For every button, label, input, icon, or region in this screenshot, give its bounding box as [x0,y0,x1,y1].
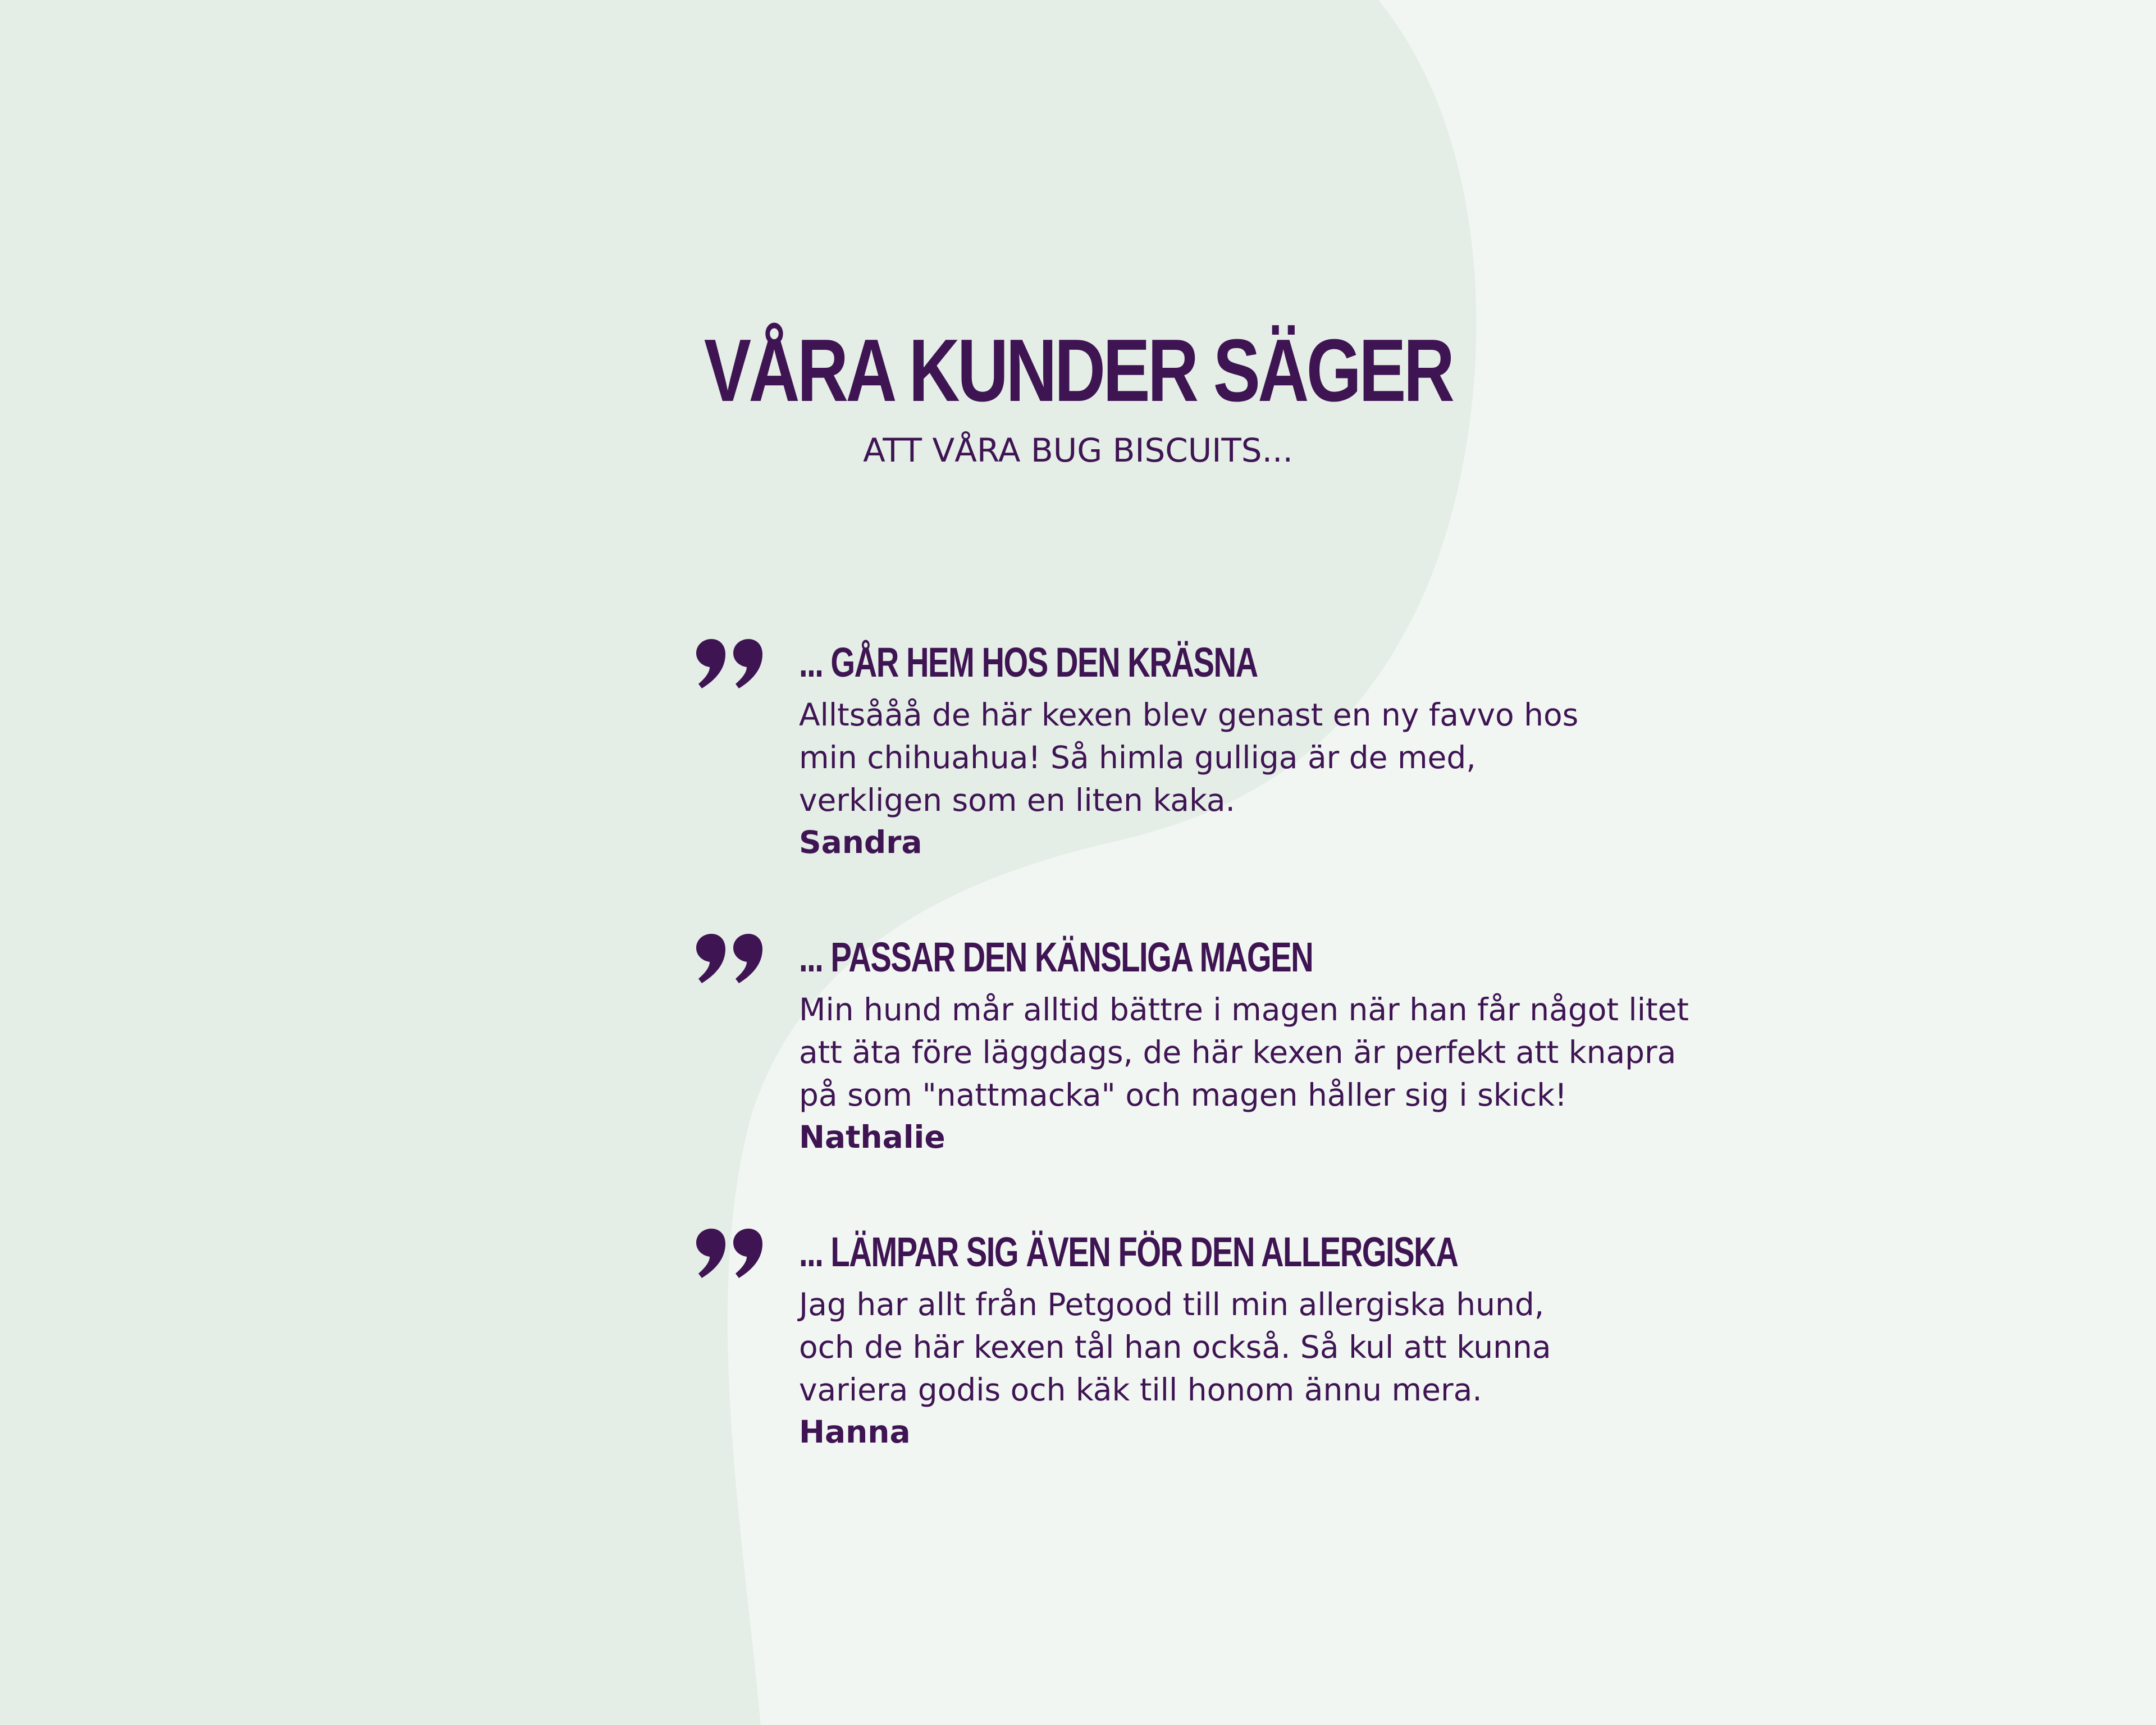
review-heading: ... LÄMPAR SIG ÄVEN FÖR DEN ALLERGISKA [799,1229,1458,1275]
review-text: Jag har allt från Petgood till min allergiska hund, och de här kexen tål han också. Så kul att kunna variera godis och käk till honom ännu mera. [799,1286,1551,1408]
review-author: Nathalie [799,1119,945,1155]
review-text: Alltsååå de här kexen blev genast en ny favvo hos min chihuahua! Så himla gulliga är de med, verkligen som en liten kaka. [799,697,1579,818]
quote-icon [696,639,764,690]
review-heading: ... PASSAR DEN KÄNSLIGA MAGEN [799,934,1313,980]
review-author: Sandra [799,824,922,860]
quote-icon [696,934,764,984]
page-title: VÅRA KUNDER SÄGER [704,321,1452,420]
page-subtitle: ATT VÅRA BUG BISCUITS... [863,431,1293,469]
quote-icon [696,1229,764,1279]
review-heading: ... GÅR HEM HOS DEN KRÄSNA [799,639,1258,686]
review-text: Min hund mår alltid bättre i magen när han får något litet att äta före läggdags, de här kexen är perfekt att knapra på som "nattmacka" och magen håller sig i skick! [799,992,1689,1113]
review-author: Hanna [799,1414,911,1450]
